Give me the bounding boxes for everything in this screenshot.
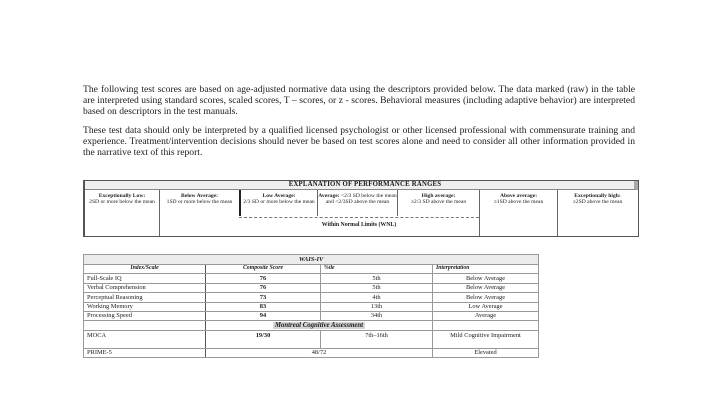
table-row: [84, 283, 539, 292]
moca-section-row: [84, 321, 539, 330]
composite-score: 83: [206, 302, 321, 311]
table-row: [84, 330, 539, 348]
range-label: Below Average:: [180, 193, 219, 199]
range-desc: <2/3 SD below the mean and <2/3SD above the mean: [325, 193, 397, 205]
column-header: Index/Scale: [84, 265, 206, 274]
composite-score: 76: [206, 283, 321, 292]
range-label: Exceptionally Low:: [98, 193, 146, 199]
range-label: Exceptionally high:: [574, 193, 621, 199]
table-title-row: [84, 255, 539, 265]
column-header-row: [84, 265, 539, 274]
table-row: [84, 348, 539, 357]
range-low-average: [239, 190, 317, 216]
ranges-title: EXPLANATION OF PERFORMANCE RANGES: [288, 181, 442, 188]
percentile: 4th: [321, 293, 433, 302]
moca-score: 19/30: [206, 330, 321, 348]
range-exceptionally-high: [557, 190, 637, 236]
wais-scores-table: [83, 254, 539, 358]
range-desc: ≥1SD above the mean: [493, 199, 544, 205]
range-exceptionally-low: [85, 190, 159, 236]
interpretation: Below Average: [433, 274, 539, 283]
moca-section-cell: [206, 321, 433, 330]
percentile: 34th: [321, 311, 433, 320]
interpretation: Average: [433, 311, 539, 320]
interpretation: Low Average: [433, 302, 539, 311]
index-name: PRIME-5: [84, 348, 206, 357]
range-desc: 1SD or more below the mean: [166, 199, 233, 205]
table-row: [84, 311, 539, 320]
interpretation: Below Average: [433, 293, 539, 302]
range-label: High average:: [421, 193, 456, 199]
moca-section-title: Montreal Cognitive Assessment: [274, 321, 364, 329]
index-name: MOCA: [84, 330, 206, 348]
table-row: [84, 274, 539, 283]
wnl-label: Within Normal Limits (WNL): [321, 222, 397, 228]
table-row: [84, 302, 539, 311]
interpretation: Below Average: [433, 283, 539, 292]
range-desc: 2SD or more below the mean: [89, 199, 155, 205]
range-label: Low Average:: [262, 193, 296, 199]
performance-ranges-table: [83, 180, 639, 237]
range-desc: 2/3 SD or more below the mean: [243, 199, 315, 205]
range-above-average: [479, 190, 557, 236]
disclaimer-paragraph: These test data should only be interpreted by a qualified licensed psychologist or other licensed professional with commensurate training and experience. Treatment/intervention decisions should never be based on test scores alone and need to consider all other information provided in the narrative text of this report.: [83, 125, 635, 159]
column-header: Interpretation: [433, 265, 539, 274]
interpretation: Elevated: [433, 348, 539, 357]
percentile: 7th–16th: [321, 330, 433, 348]
wnl-divider: [239, 217, 479, 218]
wais-title: WAIS-IV: [84, 255, 539, 265]
intro-paragraph: The following test scores are based on age-adjusted normative data using the descriptors provided below. The data marked (raw) in the table are interpreted using standard scores, scaled scores, T – scores, or z - scores. Behavioral measures (including adaptive behavior) are interpreted based on descriptors in the test manuals.: [83, 84, 635, 118]
range-below-average: [159, 190, 239, 236]
percentile: 13th: [321, 302, 433, 311]
range-desc: ≥2/3 SD above the mean: [410, 199, 467, 205]
interpretation: Mild Cognitive Impairment: [433, 330, 539, 348]
range-high-average: [397, 190, 479, 216]
range-label: Above average:: [499, 193, 538, 199]
empty-cell: [433, 321, 539, 330]
composite-score: 94: [206, 311, 321, 320]
range-average: [317, 190, 397, 216]
index-name: Processing Speed: [84, 311, 206, 320]
percentile: 5th: [321, 283, 433, 292]
percentile: 5th: [321, 274, 433, 283]
range-label: Average:: [318, 193, 340, 199]
index-name: Working Memory: [84, 302, 206, 311]
composite-score: 76: [206, 274, 321, 283]
column-header: Composite Score: [206, 265, 321, 274]
prime-score: 48/72: [206, 348, 433, 357]
index-name: Full-Scale IQ: [84, 274, 206, 283]
composite-score: 73: [206, 293, 321, 302]
column-header: %ile: [321, 265, 433, 274]
range-desc: ≥2SD above the mean: [572, 199, 623, 205]
empty-cell: [84, 321, 206, 330]
table-row: [84, 293, 539, 302]
index-name: Perceptual Reasoning: [84, 293, 206, 302]
index-name: Verbal Comprehension: [84, 283, 206, 292]
